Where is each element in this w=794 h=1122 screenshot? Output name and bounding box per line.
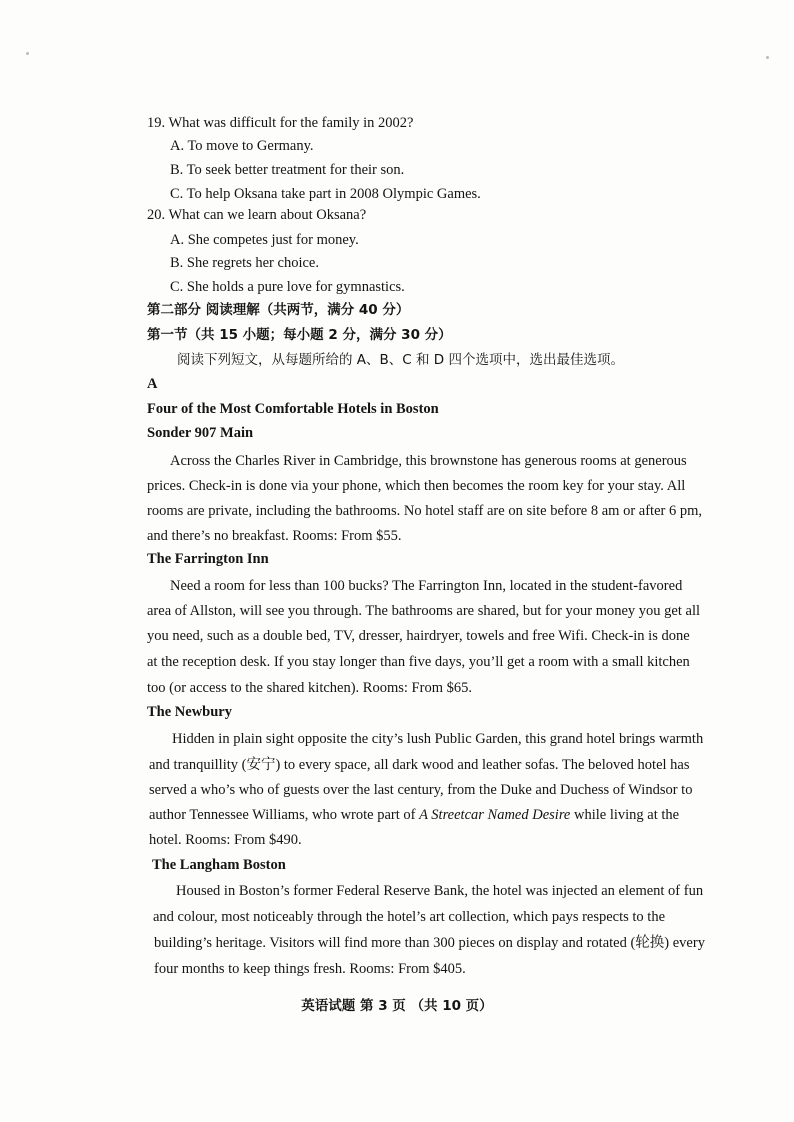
subsection-heading: 第一节（共 15 小题；每小题 2 分，满分 30 分） bbox=[147, 327, 452, 343]
question-19-option-b: B. To seek better treatment for their son. bbox=[170, 162, 405, 178]
hotel-text-line: author Tennessee Williams, who wrote part of A Streetcar Named Desire while living at the bbox=[149, 807, 680, 823]
hotel-text-line: hotel. Rooms: From $490. bbox=[149, 832, 302, 848]
hotel-text-line: you need, such as a double bed, TV, dresser, hairdryer, towels and free Wifi. Check-in is done bbox=[147, 628, 690, 644]
question-20-option-a: A. She competes just for money. bbox=[170, 232, 359, 248]
section-instruction: 阅读下列短文，从每题所给的 A、B、C 和 D 四个选项中，选出最佳选项。 bbox=[177, 352, 624, 368]
hotel-text-line: Across the Charles River in Cambridge, this brownstone has generous rooms at generous bbox=[170, 453, 687, 469]
question-19-option-a: A. To move to Germany. bbox=[170, 138, 314, 154]
question-19-option-c: C. To help Oksana take part in 2008 Olympic Games. bbox=[170, 186, 481, 202]
hotel-text-line: Hidden in plain sight opposite the city’s lush Public Garden, this grand hotel brings warmth bbox=[172, 731, 704, 747]
hotel-text-line: and there’s no breakfast. Rooms: From $55. bbox=[147, 528, 402, 544]
hotel-text-line: building’s heritage. Visitors will find more than 300 pieces on display and rotated (轮换) every bbox=[154, 935, 705, 951]
hotel-text-line: at the reception desk. If you stay longer than five days, you’ll get a room with a small kitchen bbox=[147, 654, 690, 670]
question-20-option-c: C. She holds a pure love for gymnastics. bbox=[170, 279, 405, 295]
passage-label: A bbox=[147, 376, 158, 392]
hotel-text-line: and tranquillity (安宁) to every space, all dark wood and leather sofas. The beloved hotel has bbox=[149, 757, 690, 773]
question-20-option-b: B. She regrets her choice. bbox=[170, 255, 319, 271]
question-20-stem: 20. What can we learn about Oksana? bbox=[147, 207, 367, 223]
scan-speck bbox=[766, 56, 769, 59]
page-footer: 英语试题 第 3 页 （共 10 页） bbox=[301, 998, 493, 1014]
hotel-text-line: Need a room for less than 100 bucks? The Farrington Inn, located in the student-favored bbox=[170, 578, 683, 594]
hotel-text-line: too (or access to the shared kitchen). Rooms: From $65. bbox=[147, 680, 472, 696]
hotel-text-line: served a who’s who of guests over the last century, from the Duke and Duchess of Windsor to bbox=[149, 782, 693, 798]
hotel-text-line: area of Allston, will see you through. The bathrooms are shared, but for your money you get all bbox=[147, 603, 701, 619]
hotel-text-line: and colour, most noticeably through the hotel’s art collection, which pays respects to the bbox=[153, 909, 666, 925]
passage-title: Four of the Most Comfortable Hotels in Boston bbox=[147, 401, 439, 417]
hotel-text-line: rooms are private, including the bathrooms. No hotel staff are on site before 8 am or after 6 pm, bbox=[147, 503, 702, 519]
hotel-name: The Newbury bbox=[147, 704, 232, 720]
hotel-name: Sonder 907 Main bbox=[147, 425, 254, 441]
part-heading: 第二部分 阅读理解（共两节，满分 40 分） bbox=[147, 302, 410, 318]
book-title: A Streetcar Named Desire bbox=[419, 807, 571, 823]
hotel-text-line: prices. Check-in is done via your phone, which then becomes the room key for your stay. All bbox=[147, 478, 686, 494]
hotel-text-line: four months to keep things fresh. Rooms: From $405. bbox=[154, 961, 466, 977]
question-19-stem: 19. What was difficult for the family in 2002? bbox=[147, 115, 414, 131]
hotel-name: The Langham Boston bbox=[152, 857, 286, 873]
scan-speck bbox=[26, 52, 29, 55]
hotel-text-line: Housed in Boston’s former Federal Reserve Bank, the hotel was injected an element of fun bbox=[176, 883, 704, 899]
hotel-name: The Farrington Inn bbox=[147, 551, 269, 567]
